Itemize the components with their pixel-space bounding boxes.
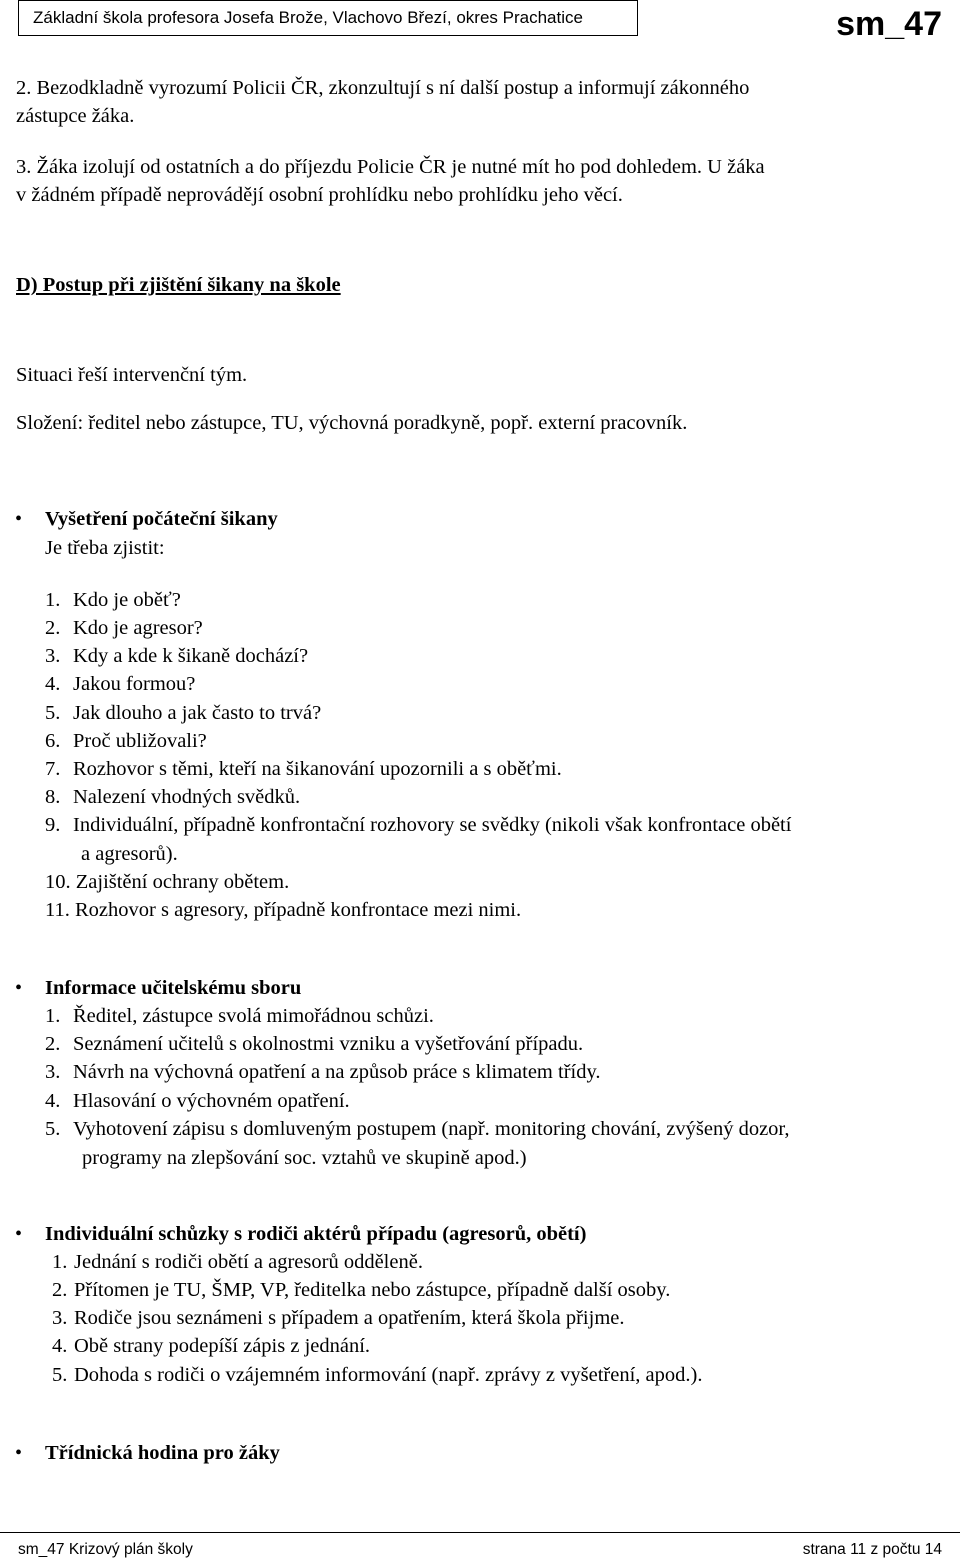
intro-point-2-line-1: 2. Bezodkladně vyrozumí Policii ČR, zkonzultují s ní další postup a informují zákonného [16, 77, 750, 99]
bullet-icon: • [15, 508, 23, 530]
intro-point-2-line-2: zástupce žáka. [16, 105, 135, 127]
list-item: 5. Vyhotovení zápisu s domluveným postupem (např. monitoring chování, zvýšený dozor, [45, 1118, 790, 1140]
investigation-subtitle: Je třeba zjistit: [45, 537, 165, 559]
investigation-title: Vyšetření počáteční šikany [45, 508, 278, 530]
list-item: 1. Kdo je oběť? [45, 589, 181, 611]
bullet-icon: • [15, 977, 23, 999]
header-document-code: sm_47 [836, 5, 942, 43]
list-item: 8. Nalezení vhodných svědků. [45, 786, 301, 808]
parents-title: Individuální schůzky s rodiči aktérů případu (agresorů, obětí) [45, 1223, 587, 1245]
list-item: 10. Zajištění ochrany obětem. [45, 871, 290, 893]
bullet-icon: • [15, 1223, 23, 1245]
section-d-line-1: Situaci řeší intervenční tým. [16, 364, 248, 386]
list-item: 5. Dohoda s rodiči o vzájemném informování (např. zprávy z vyšetření, apod.). [52, 1364, 703, 1386]
list-item: 3. Rodiče jsou seznámeni s případem a opatřením, která škola přijme. [52, 1307, 625, 1329]
classhour-title: Třídnická hodina pro žáky [45, 1442, 280, 1464]
teachers-title: Informace učitelskému sboru [45, 977, 302, 999]
list-item: 4. Hlasování o výchovném opatření. [45, 1090, 350, 1112]
footer-page-number: strana 11 z počtu 14 [802, 1541, 942, 1558]
intro-point-3-line-2: v žádném případě neprovádějí osobní prohlídku nebo prohlídku jeho věcí. [16, 184, 623, 206]
list-item: 2. Kdo je agresor? [45, 617, 203, 639]
list-item: 1. Ředitel, zástupce svolá mimořádnou schůzi. [45, 1005, 434, 1027]
page-footer [0, 1532, 960, 1567]
section-d-line-2: Složení: ředitel nebo zástupce, TU, výchovná poradkyně, popř. externí pracovník. [16, 412, 688, 434]
list-item-continuation: programy na zlepšování soc. vztahů ve skupině apod.) [82, 1147, 527, 1169]
list-item: 2. Seznámení učitelů s okolnostmi vzniku a vyšetřování případu. [45, 1033, 584, 1055]
list-item: 4. Obě strany podepíší zápis z jednání. [52, 1335, 371, 1357]
list-item: 11. Rozhovor s agresory, případně konfrontace mezi nimi. [45, 899, 522, 921]
list-item: 3. Kdy a kde k šikaně dochází? [45, 645, 309, 667]
header-school-name: Základní škola profesora Josefa Brože, Vlachovo Březí, okres Prachatice [18, 0, 638, 36]
list-item: 3. Návrh na výchovná opatření a na způsob práce s klimatem třídy. [45, 1061, 601, 1083]
intro-point-3-line-1: 3. Žáka izolují od ostatních a do příjezdu Policie ČR je nutné mít ho pod dohledem. U žáka [16, 156, 765, 178]
list-item: 7. Rozhovor s těmi, kteří na šikanování upozornili a s oběťmi. [45, 758, 562, 780]
list-item: 4. Jakou formou? [45, 673, 196, 695]
footer-document-title: sm_47 Krizový plán školy [18, 1541, 193, 1558]
bullet-icon: • [15, 1442, 23, 1464]
list-item: 2. Přítomen je TU, ŠMP, VP, ředitelka nebo zástupce, případně další osoby. [52, 1279, 671, 1301]
list-item: 1. Jednání s rodiči obětí a agresorů odděleně. [52, 1251, 423, 1273]
list-item: 9. Individuální, případně konfrontační rozhovory se svědky (nikoli však konfrontace obětí [45, 814, 792, 836]
section-d-heading: D) Postup při zjištění šikany na škole [16, 274, 341, 296]
list-item: 6. Proč ubližovali? [45, 730, 207, 752]
list-item: 5. Jak dlouho a jak často to trvá? [45, 702, 322, 724]
list-item-continuation: a agresorů). [81, 843, 178, 865]
